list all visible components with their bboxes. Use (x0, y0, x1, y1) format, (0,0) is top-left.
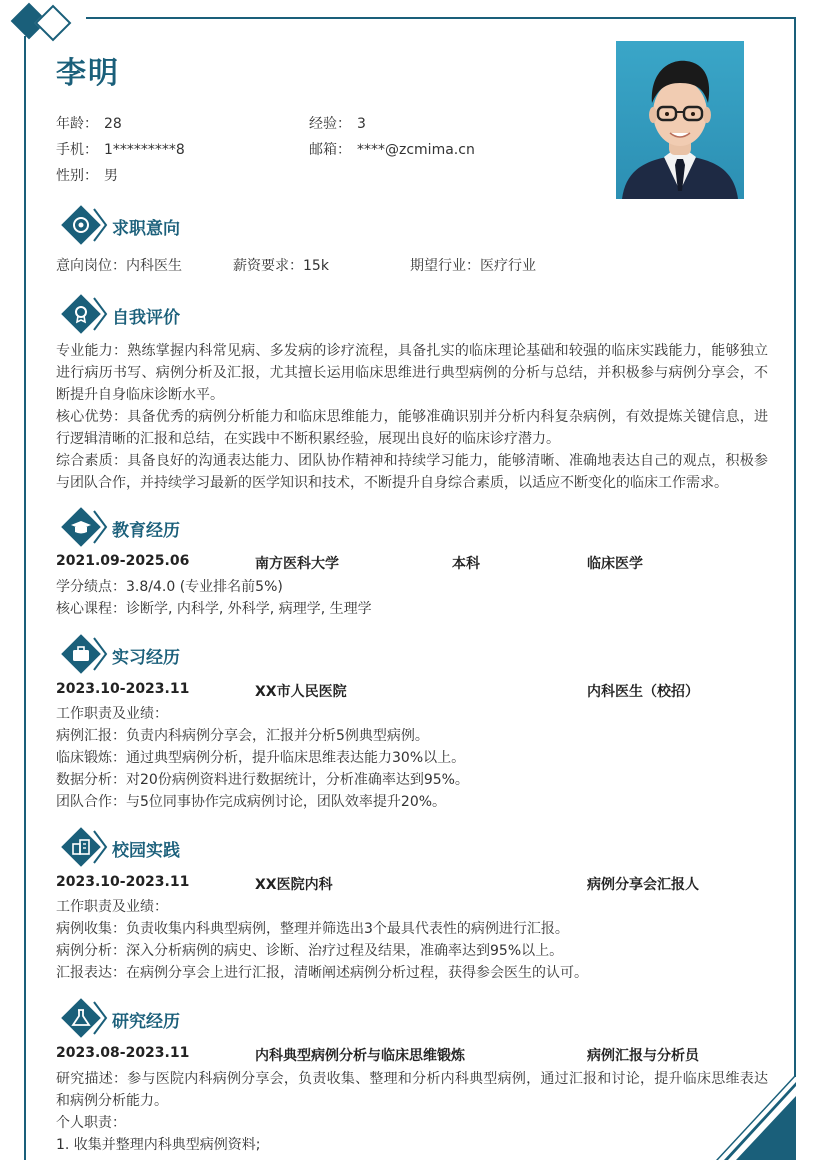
research-duty-item: 1. 收集并整理内科典型病例资料; (56, 1137, 261, 1153)
briefcase-icon (60, 634, 108, 674)
research-role: 病例汇报与分析员 (587, 1048, 699, 1064)
research-project: 内科典型病例分析与临床思维锻炼 (255, 1048, 465, 1064)
target-icon (60, 205, 108, 245)
section-title-internship: 实习经历 (112, 648, 180, 668)
intent-salary: 薪资要求：15k (233, 258, 329, 274)
campus-line: 病例分析：深入分析病例的病史、诊断、治疗过程及结果，准确率达到95%以上。 (56, 943, 564, 959)
internship-line: 团队合作：与5位同事协作完成病例讨论，团队效率提升20%。 (56, 794, 447, 810)
internship-line: 数据分析：对20份病例资料进行数据统计，分析准确率达到95%。 (56, 772, 469, 788)
corner-diamond-outline (35, 5, 72, 42)
research-duty-label: 个人职责： (56, 1115, 126, 1131)
flask-icon (60, 998, 108, 1038)
internship-line: 病例汇报：负责内科病例分享会，汇报并分析5例典型病例。 (56, 728, 429, 744)
internship-line: 临床锻炼：通过典型病例分析，提升临床思维表达能力30%以上。 (56, 750, 466, 766)
section-header-self-eval (60, 294, 760, 334)
phone-label: 手机： (56, 142, 98, 158)
education-gpa: 学分绩点：3.8/4.0 (专业排名前5%) (56, 579, 283, 595)
self-eval-strengths: 核心优势：具备优秀的病例分析能力和临床思维能力，能够准确识别并分析内科复杂病例，有效提炼关键信息，进行逻辑清晰的汇报和总结，在实践中不断积累经验，展现出良好的临床诊疗潜力。 (56, 409, 768, 447)
email-label: 邮箱： (309, 142, 351, 158)
internship-line: 工作职责及业绩： (56, 706, 168, 722)
email-row (309, 139, 475, 159)
building-icon (60, 827, 108, 867)
education-degree: 本科 (452, 556, 480, 572)
campus-line: 汇报表达：在病例分享会上进行汇报，清晰阐述病例分析过程，获得参会医生的认可。 (56, 965, 588, 981)
research-description: 研究描述：参与医院内科病例分享会，负责收集、整理和分析内科典型病例，通过汇报和讨论，提升临床思维表达和病例分析能力。 (56, 1071, 768, 1109)
section-header-internship (60, 634, 760, 674)
section-title-self-eval: 自我评价 (112, 308, 180, 328)
badge-icon (60, 294, 108, 334)
education-major: 临床医学 (587, 556, 643, 572)
section-header-campus (60, 827, 760, 867)
graduation-cap-icon (60, 507, 108, 547)
section-title-research: 研究经历 (112, 1012, 180, 1032)
self-eval-qualities: 综合素质：具备良好的沟通表达能力、团队协作精神和持续学习能力，能够清晰、准确地表达自己的观点，积极参与团队合作，并持续学习最新的医学知识和技术，不断提升自身综合素质，以适应不断变化的临床工作需求。 (56, 453, 768, 491)
age-row (56, 113, 122, 133)
email-value: ****@zcmima.cn (357, 142, 475, 158)
age-value: 28 (104, 116, 122, 132)
internship-period: 2023.10-2023.11 (56, 681, 190, 697)
education-courses: 核心课程：诊断学, 内科学, 外科学, 病理学, 生理学 (56, 601, 372, 617)
gender-label: 性别： (56, 168, 98, 184)
self-eval-professional: 专业能力：熟练掌握内科常见病、多发病的诊疗流程，具备扎实的临床理论基础和较强的临床实践能力，能够独立进行病历书写、病例分析及汇报，尤其擅长运用临床思维进行典型病例的分析与总结，并积极参与病例分享会，不断提升自身临床诊断水平。 (56, 343, 768, 403)
gender-value: 男 (104, 168, 118, 184)
internship-org: XX市人民医院 (255, 684, 347, 700)
campus-org: XX医院内科 (255, 877, 333, 893)
frame-left-line (24, 36, 26, 1160)
internship-role: 内科医生（校招） (587, 684, 699, 700)
frame-right-line (794, 17, 796, 1077)
phone-row (56, 139, 185, 159)
campus-period: 2023.10-2023.11 (56, 874, 190, 890)
education-period: 2021.09-2025.06 (56, 553, 190, 569)
section-header-intent (60, 205, 760, 245)
gender-row (56, 165, 118, 185)
profile-photo (616, 41, 744, 199)
frame-top-line (86, 17, 796, 19)
experience-value: 3 (357, 116, 366, 132)
experience-row (309, 113, 366, 133)
section-header-education (60, 507, 760, 547)
campus-line: 病例收集：负责收集内科典型病例，整理并筛选出3个最具代表性的病例进行汇报。 (56, 921, 569, 937)
section-title-campus: 校园实践 (112, 841, 180, 861)
age-label: 年龄： (56, 116, 98, 132)
section-title-intent: 求职意向 (112, 219, 180, 239)
intent-position: 意向岗位：内科医生 (56, 258, 182, 274)
experience-label: 经验： (309, 116, 351, 132)
candidate-name: 李明 (56, 56, 120, 91)
section-title-education: 教育经历 (112, 521, 180, 541)
intent-industry: 期望行业：医疗行业 (410, 258, 536, 274)
education-school: 南方医科大学 (255, 556, 339, 572)
campus-role: 病例分享会汇报人 (587, 877, 699, 893)
section-header-research (60, 998, 760, 1038)
research-period: 2023.08-2023.11 (56, 1045, 190, 1061)
campus-line: 工作职责及业绩： (56, 899, 168, 915)
phone-value: 1*********8 (104, 142, 185, 158)
